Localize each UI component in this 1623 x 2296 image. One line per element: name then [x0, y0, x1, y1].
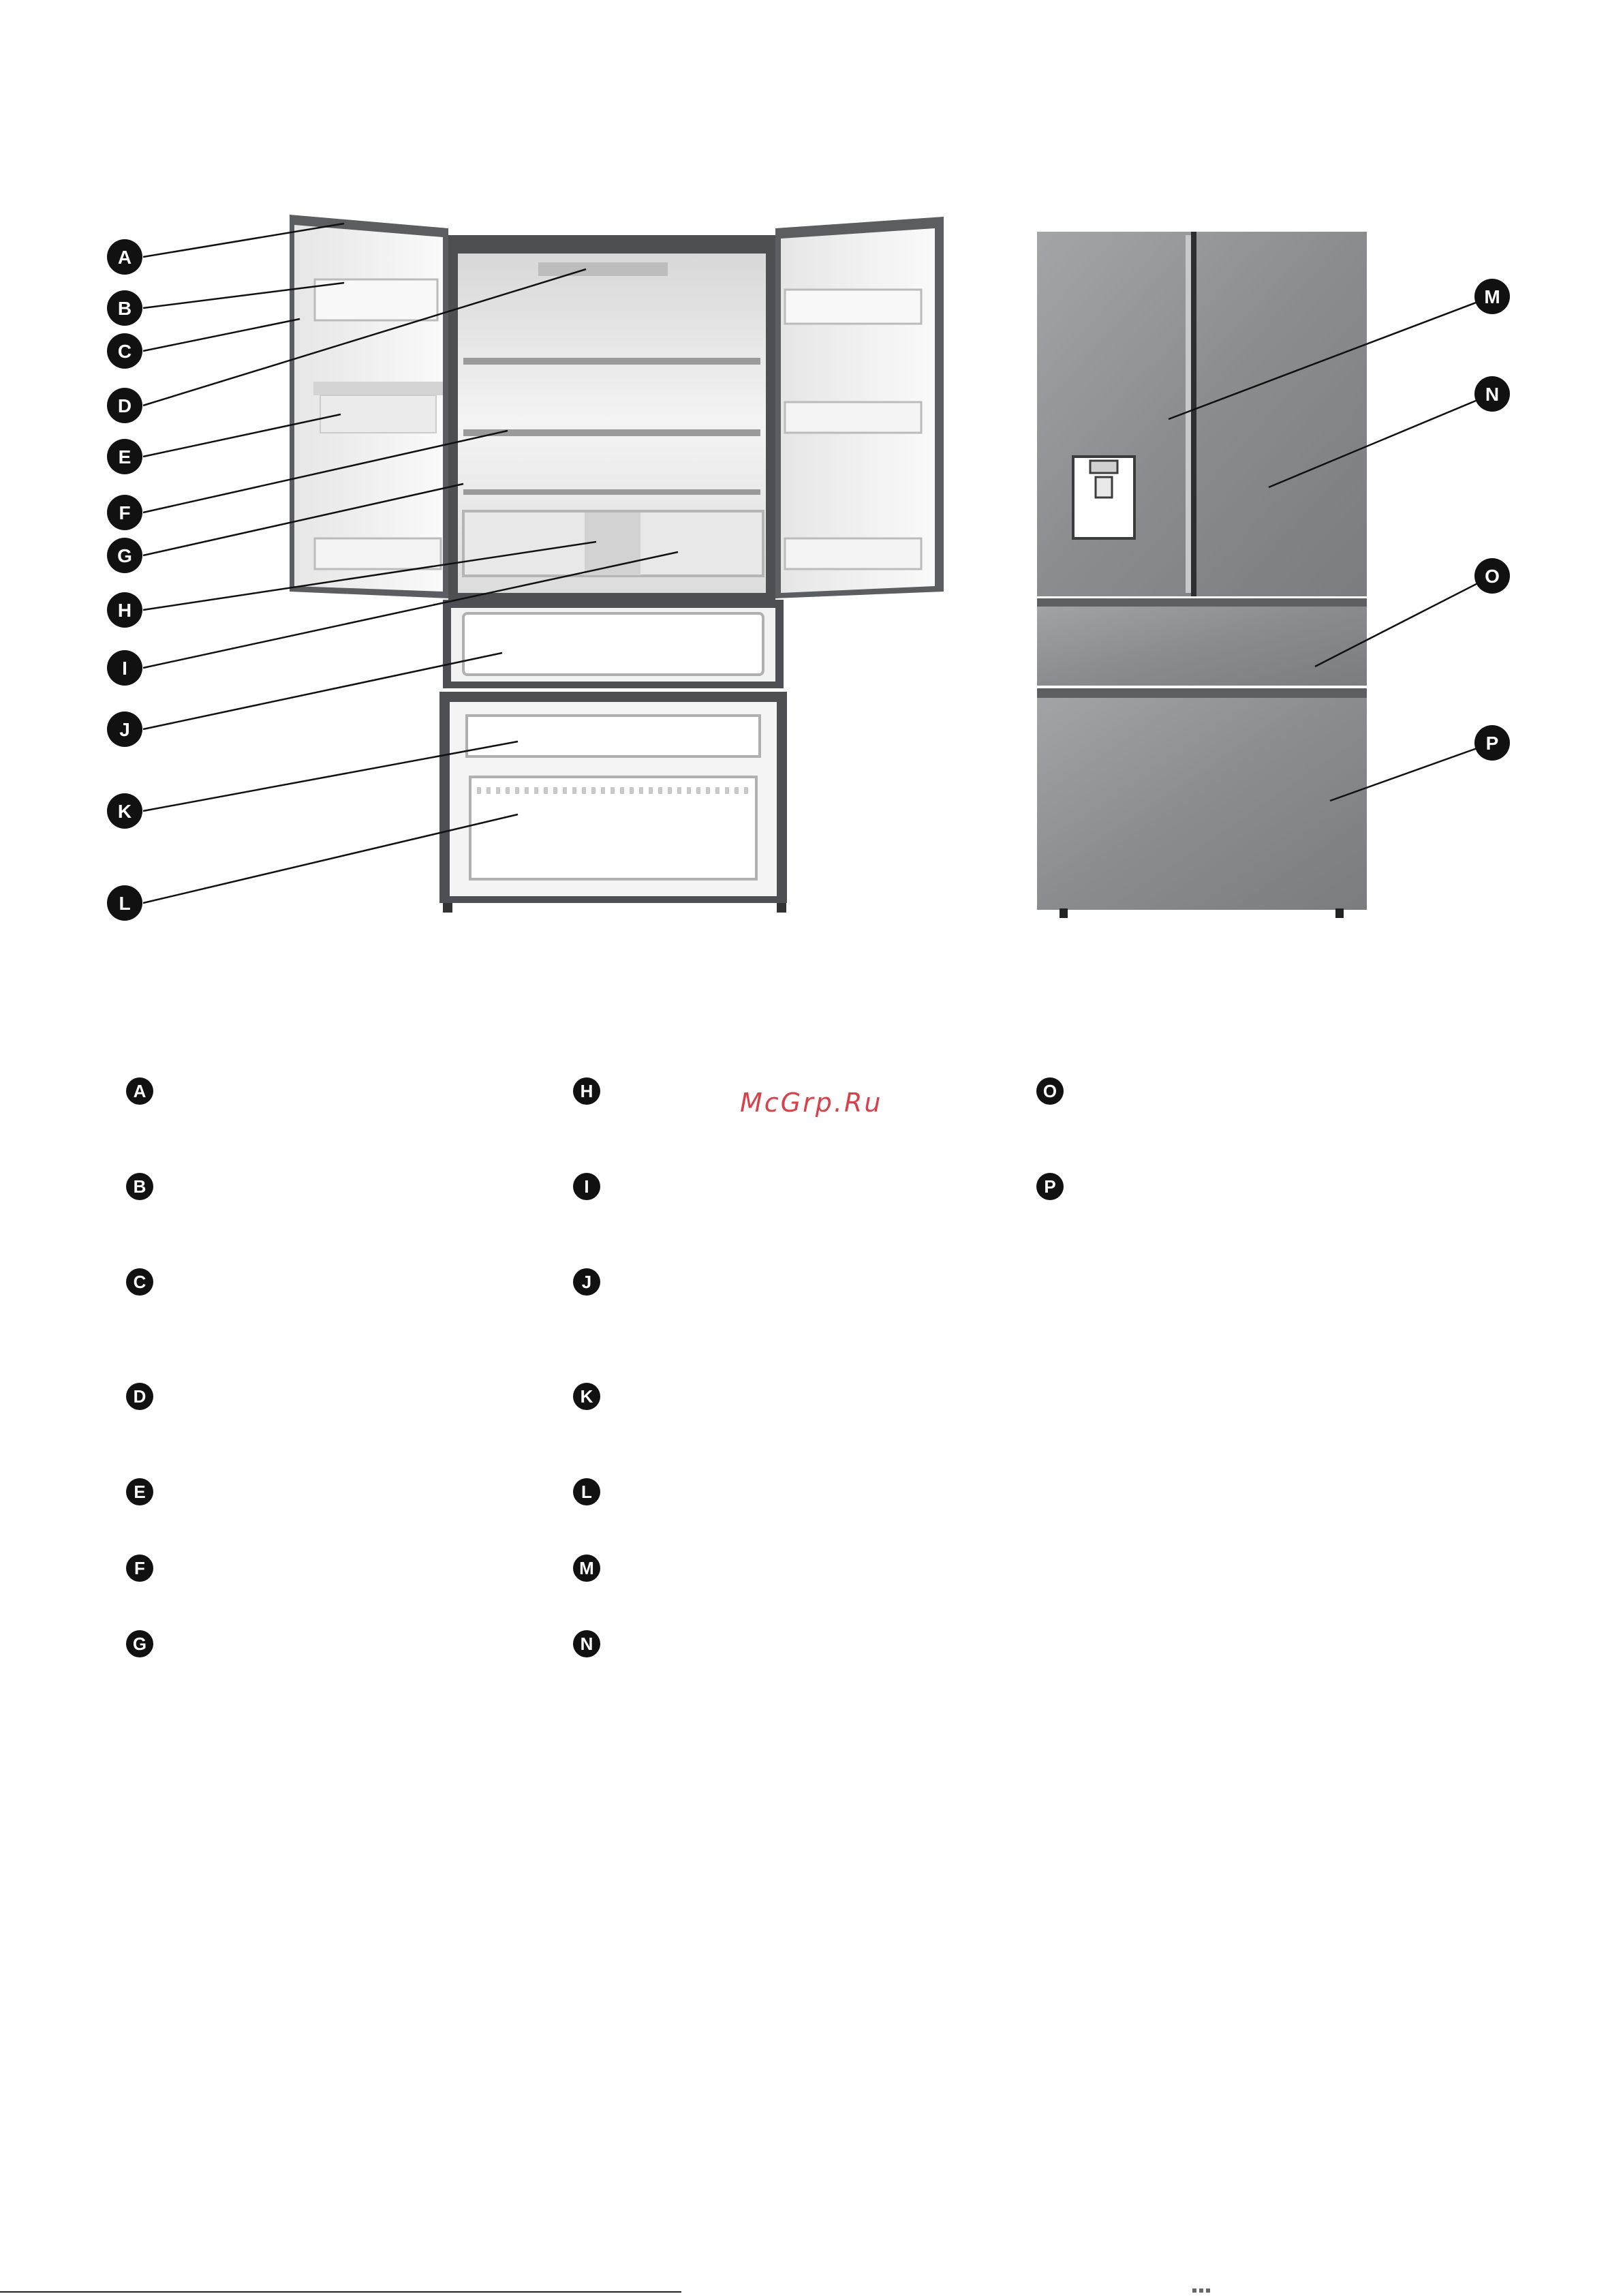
svg-text:C: C — [117, 341, 132, 362]
legend-badge-E: E — [126, 1478, 153, 1505]
callout-badge-H — [107, 592, 142, 628]
svg-text:A: A — [117, 247, 132, 268]
svg-text:N: N — [1485, 384, 1500, 405]
legend-badge-K: K — [573, 1383, 600, 1410]
freezer-drawer — [439, 692, 787, 903]
refrigerator-figure — [0, 0, 1623, 968]
callout-badge-L — [107, 885, 142, 921]
footer-marks — [1192, 2287, 1247, 2293]
fridge-cabinet — [448, 235, 775, 600]
legend-badge-H: H — [573, 1077, 600, 1105]
svg-text:B: B — [117, 298, 132, 319]
svg-text:M: M — [1484, 286, 1500, 307]
legend-badge-A: A — [126, 1077, 153, 1105]
callout-badge-N — [1474, 376, 1510, 412]
legend-badge-N: N — [573, 1630, 600, 1657]
legend-badge-P: P — [1036, 1173, 1064, 1200]
svg-text:P: P — [1485, 733, 1499, 754]
svg-text:H: H — [117, 600, 132, 621]
svg-text:O: O — [1485, 566, 1500, 587]
callout-badge-D — [107, 388, 142, 423]
footer-rule — [0, 2291, 681, 2293]
callout-badge-K — [107, 793, 142, 829]
callout-badge-B — [107, 290, 142, 326]
open-fridge-illustration — [290, 215, 944, 913]
callout-badge-J — [107, 711, 142, 747]
svg-text:G: G — [117, 545, 132, 566]
middle-drawer — [443, 600, 784, 688]
left-door — [290, 215, 448, 598]
legend-badge-D: D — [126, 1383, 153, 1410]
svg-text:J: J — [119, 719, 130, 740]
right-door — [775, 217, 944, 598]
callout-badge-G — [107, 538, 142, 573]
water-dispenser — [1073, 457, 1134, 538]
legend-badge-B: B — [126, 1173, 153, 1200]
svg-text:L: L — [119, 893, 131, 914]
legend-badge-F: F — [126, 1555, 153, 1582]
svg-text:K: K — [117, 801, 132, 822]
legend-badge-I: I — [573, 1173, 600, 1200]
callout-badge-M — [1474, 279, 1510, 314]
legend-badge-L: L — [573, 1478, 600, 1505]
legend-badge-J: J — [573, 1268, 600, 1296]
legend-badge-O: O — [1036, 1077, 1064, 1105]
svg-text:I: I — [122, 658, 127, 679]
callout-badge-A — [107, 239, 142, 275]
closed-fridge-illustration — [1037, 232, 1367, 918]
callout-badge-O — [1474, 558, 1510, 594]
legend-badge-M: M — [573, 1555, 600, 1582]
callout-badge-F — [107, 495, 142, 530]
callout-badge-P — [1474, 725, 1510, 761]
svg-text:E: E — [118, 446, 132, 468]
callout-badge-C — [107, 333, 142, 369]
watermark-text: McGrp.Ru — [740, 1088, 883, 1118]
legend-badge-G: G — [126, 1630, 153, 1657]
svg-text:D: D — [117, 395, 132, 416]
callout-badge-E — [107, 439, 142, 474]
callout-badge-I — [107, 650, 142, 686]
svg-text:F: F — [119, 502, 131, 523]
legend-badge-C: C — [126, 1268, 153, 1296]
